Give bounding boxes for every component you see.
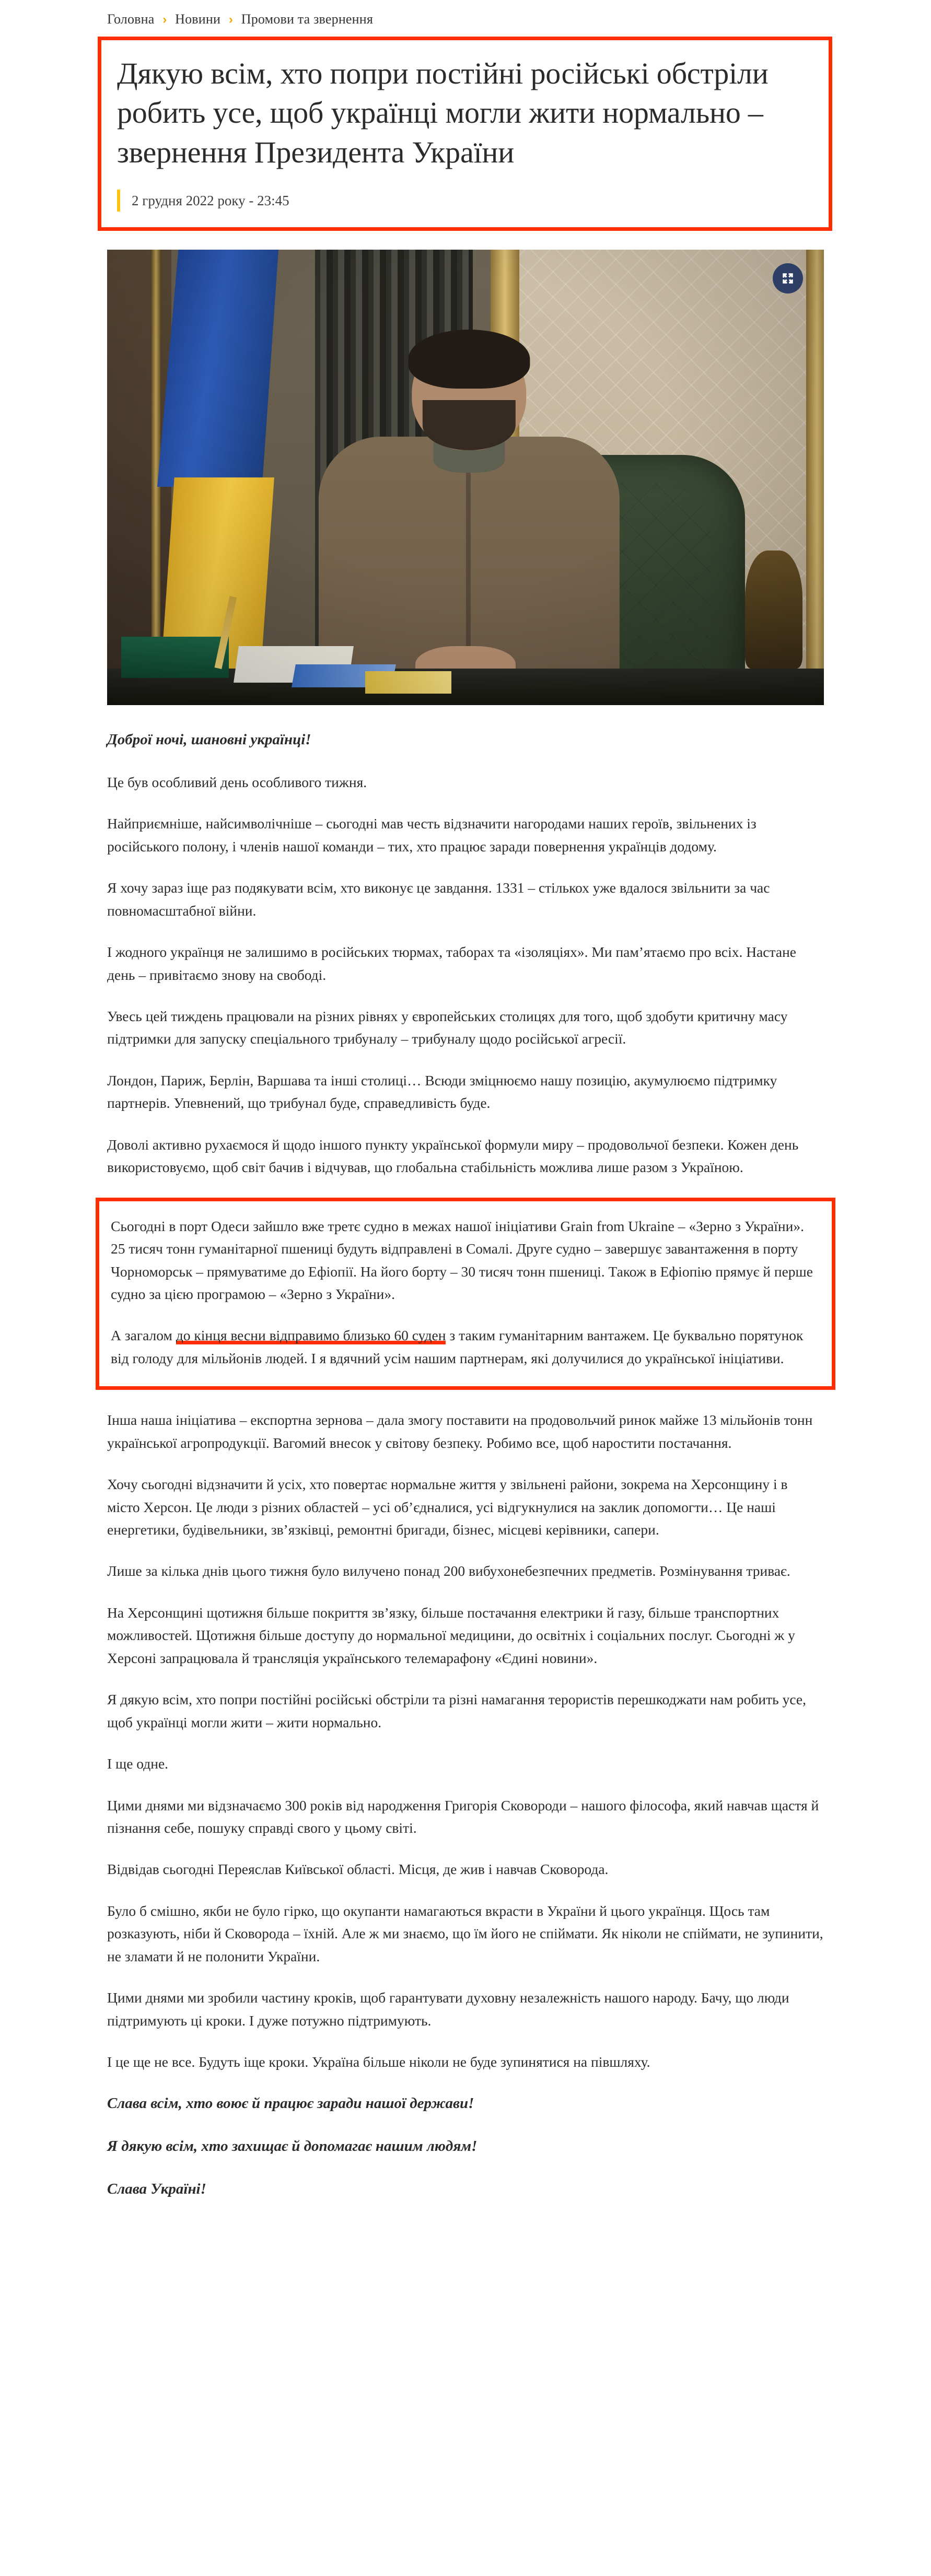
paragraph: Хочу сьогодні відзначити й усіх, хто повертає нормальне життя у звільнені райони, зокрема на Херсонщину і в місто Херсон. Це люди з різних областей – усі об’єдналися, усі відгукнулися на заклик допомогти… Це наші енергетики, будівельники, зв’язківці, ремонтні бригади, бізнес, місцеві керівники, сапери. (107, 1476, 788, 1538)
chevron-right-icon: › (162, 13, 167, 27)
highlight-annotation-box (96, 1198, 835, 1390)
paragraph: Найприємніше, найсимволічніше – сьогодні мав честь відзначити нагородами наших героїв, звільнених із російського полону, і членів нашої команди – тих, хто працює заради повернення українців додому. (107, 815, 757, 854)
paragraph: Доволі активно рухаємося й щодо іншого пункту української формули миру – продовольчої безпеки. Кожен день використовуємо, щоб світ бачив і відчував, що глобальна стабільність можлива лише разом з Україною. (107, 1136, 799, 1176)
bottom-spacer (107, 2220, 824, 2241)
breadcrumb (0, 0, 931, 37)
expand-arrows-icon (781, 272, 795, 285)
paragraph: Я дякую всім, хто попри постійні російські обстріли та різні намагання терористів перешкоджати нам робить усе, щоб українці могли жити – жити нормально. (107, 1691, 806, 1730)
paragraph: Лише за кілька днів цього тижня було вилучено понад 200 вибухонебезпечних предметів. Розмінування триває. (107, 1563, 790, 1579)
paragraph: Відвідав сьогодні Переяслав Київської області. Місця, де жив і навчав Сковорода. (107, 1861, 609, 1878)
paragraph: І це ще не все. Будуть іще кроки. Україна більше ніколи не буде зупинятися на півшляху. (107, 2054, 650, 2070)
sign-off-line: Слава всім, хто воює й працює заради нашої держави! (107, 2095, 474, 2112)
sign-off-line: Слава Україні! (107, 2181, 206, 2198)
paragraph: Це був особливий день особливого тижня. (107, 774, 367, 790)
publish-date-row (117, 190, 813, 212)
title-annotation-box (98, 37, 832, 231)
vessels-text-after: з таким гуманітарним вантажем. Це буквально порятунок від голоду для мільйонів людей. І я вдячний усім нашим партнерам, які долучилися до української ініціативи. (111, 1327, 804, 1366)
page-title: Дякую всім, хто попри постійні російські обстріли робить усе, щоб українці могли жити нормально – звернення Президента України (117, 56, 769, 169)
paragraph: І жодного українця не залишимо в російських тюрмах, таборах та «ізоляціях». Ми пам’ятаємо про всіх. Настане день – привітаємо знову на свободі. (107, 944, 796, 983)
paragraph-grain-initiative: Сьогодні в порт Одеси зайшло вже третє судно в межах нашої ініціативи Grain from Ukraine – «Зерно з України». 25 тисяч тонн гуманітарної пшениці будуть відправлені в Сомалі. Друге судно – завершує завантаження в порту Чорноморськ – прямуватиме до Ефіопії. На його борту – 30 тисяч тонн пшениці. Також в Ефіопію прямує й перше судно за цією програмою – «Зерно з України». (111, 1217, 813, 1302)
paragraph: Цими днями ми відзначаємо 300 років від народження Григорія Сковороди – нашого філософа, який навчав щастя й пізнання себе, пошуку справді свого у цьому світі. (107, 1797, 819, 1836)
paragraph: Було б смішно, якби не було гірко, що окупанти намагаються вкрасти в України й цього українця. Щось там розказують, ніби й Сковорода – їхній. Але ж ми знаємо, що їм його не спіймати. Як ніколи не спіймати, не зупинити, не зламати й не полонити України. (107, 1902, 823, 1964)
breadcrumb-item-news[interactable]: Новини (175, 11, 221, 27)
date-accent-bar (117, 190, 120, 212)
breadcrumb-item-home[interactable]: Головна (107, 11, 155, 27)
paragraph-vessels (111, 1324, 820, 1369)
paragraph: І ще одне. (107, 1755, 169, 1772)
paragraph: Інша наша ініціатива – експортна зернова – дала змогу поставити на продовольчий ринок майже 13 мільйонів тонн української агропродукції. Вагомий внесок у світову безпеку. Робимо все, щоб наростити постачання. (107, 1412, 813, 1451)
paragraph: Цими днями ми зробили частину кроків, щоб гарантувати духовну незалежність нашого народу. Бачу, що люди підтримують ці кроки. І дуже потужно підтримують. (107, 1989, 789, 2029)
lead-paragraph: Доброї ночі, шановні українці! (107, 731, 311, 748)
hero-image (107, 250, 824, 705)
paragraph: На Херсонщині щотижня більше покриття зв’язку, більше постачання електрики й газу, більше транспортних можливостей. Щотижня більше доступу до нормальної медицини, до освітніх і соціальних послуг. Сьогодні ж у Херсоні запрацювала й трансляція українського телемарафону «Єдині новини». (107, 1604, 795, 1666)
paragraph: Лондон, Париж, Берлін, Варшава та інші столиці… Всюди зміцнюємо нашу позицію, акумулюємо підтримку партнерів. Упевнений, що трибунал буде, справедливість буде. (107, 1072, 777, 1111)
publish-date: 2 грудня 2022 року - 23:45 (132, 192, 289, 208)
chevron-right-icon: › (228, 13, 234, 27)
article-body (107, 728, 824, 2241)
hero-image-scene (107, 250, 824, 705)
expand-image-button[interactable] (773, 263, 803, 294)
vessels-text-before: А загалом (111, 1327, 176, 1344)
hero-vignette (107, 250, 824, 705)
underline-annotation: до кінця весни відправимо близько 60 суден (176, 1327, 446, 1344)
breadcrumb-item-speeches[interactable]: Промови та звернення (241, 11, 374, 27)
sign-off-line: Я дякую всім, хто захищає й допомагає нашим людям! (107, 2138, 478, 2155)
paragraph: Увесь цей тиждень працювали на різних рівнях у європейських столицях для того, щоб здобути критичну масу підтримки для запуску спеціального трибуналу – трибуналу щодо російської агресії. (107, 1008, 788, 1047)
paragraph: Я хочу зараз іще раз подякувати всім, хто виконує це завдання. 1331 – стількох уже вдалося звільнити за час повномасштабної війни. (107, 880, 770, 919)
